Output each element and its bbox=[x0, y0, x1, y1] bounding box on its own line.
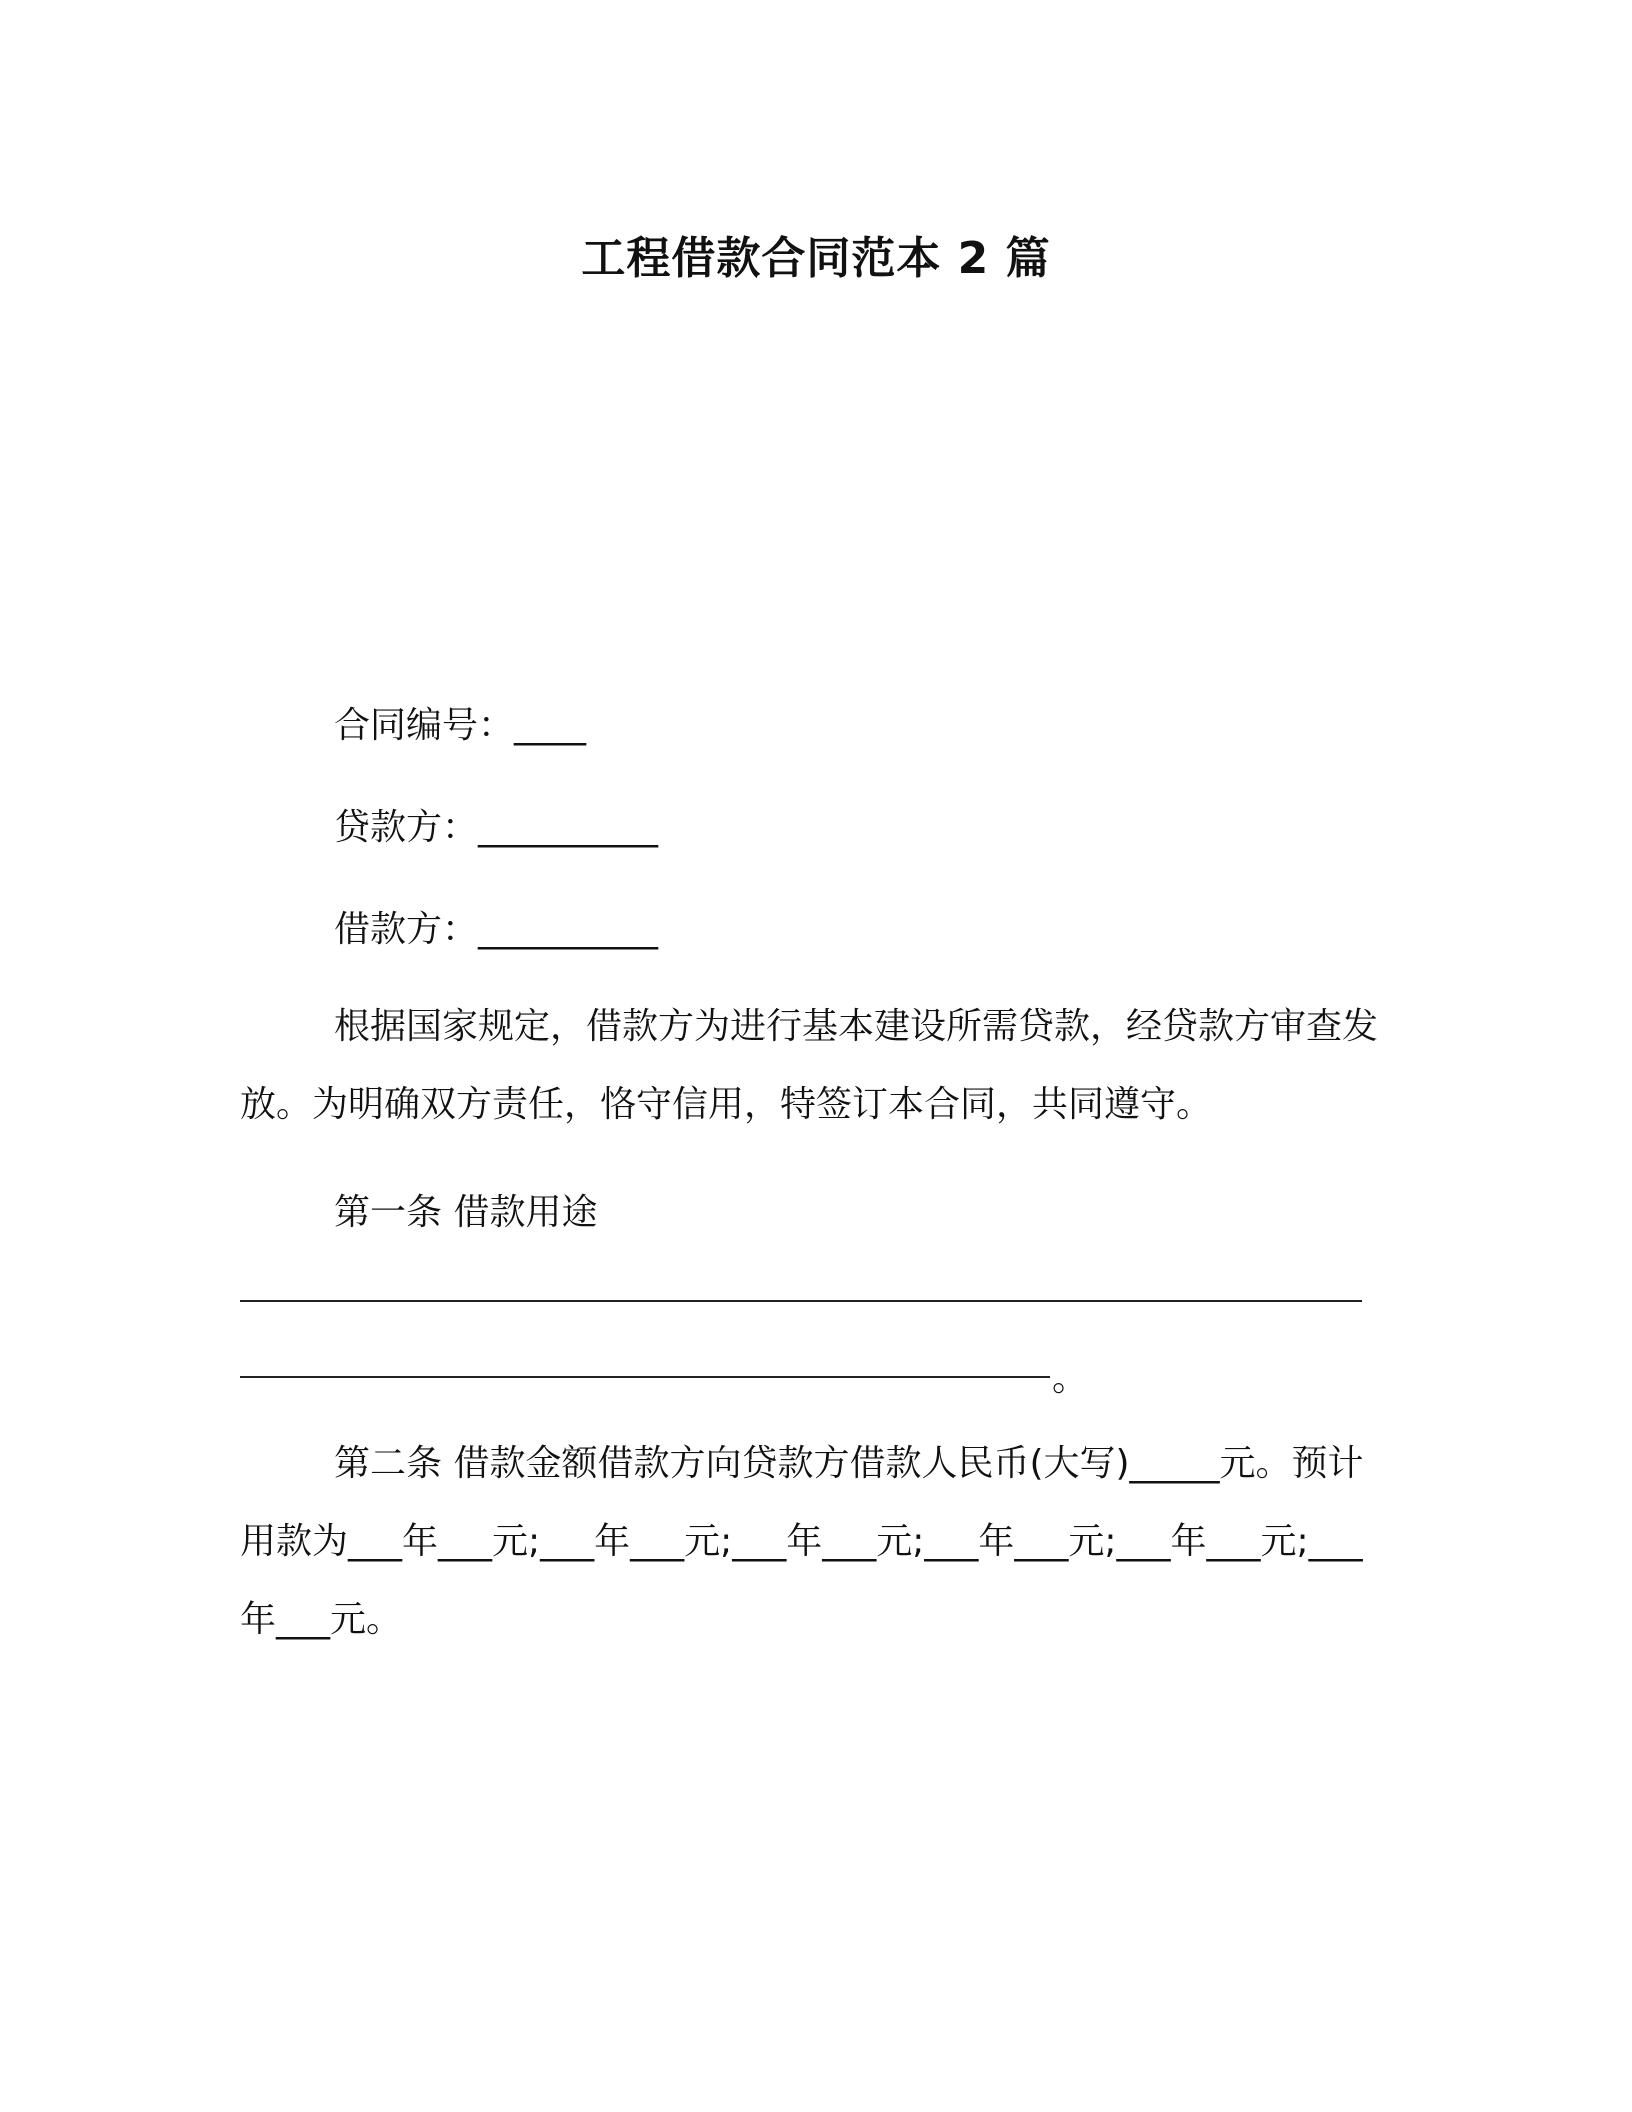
article-1-blank-end: 。 bbox=[1052, 1358, 1089, 1399]
article-1-heading: 第一条 借款用途 bbox=[334, 1192, 598, 1233]
borrower-field: 借款方：__________ bbox=[334, 909, 659, 950]
preamble-paragraph: 根据国家规定，借款方为进行基本建设所需贷款，经贷款方审查发放。为明确双方责任，恪守信用，特签订本合同，共同遵守。 bbox=[240, 1006, 1379, 1125]
document-title: 工程借款合同范本 2 篇 bbox=[581, 233, 1051, 284]
article-1-blank-line-1 bbox=[240, 1300, 1362, 1302]
article-2-paragraph: 第二条 借款金额借款方向贷款方借款人民币(大写)_____元。预计用款为___年___元;___年___元;___年___元;___年___元;___年___元;___年___元。 bbox=[240, 1443, 1364, 1640]
lender-field: 贷款方：__________ bbox=[334, 807, 659, 848]
contract-number-field: 合同编号：____ bbox=[334, 705, 587, 746]
article-1-blank-line-2 bbox=[240, 1376, 1050, 1378]
